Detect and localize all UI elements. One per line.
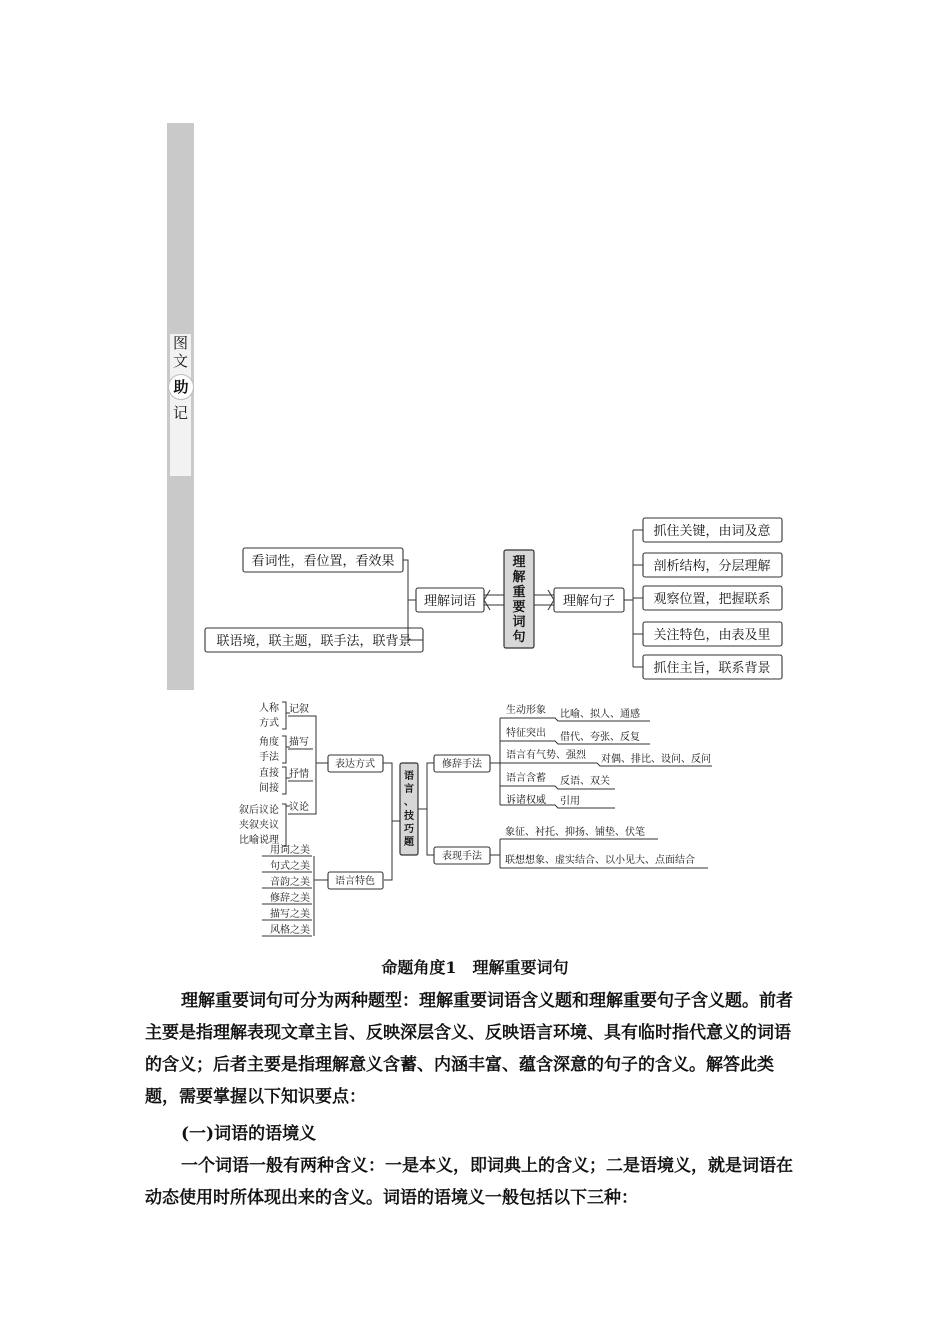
- sidebar-char-emblem: 助: [168, 374, 194, 400]
- rhetoric-effect: 语言含蓄: [506, 773, 546, 784]
- center-char: 题: [404, 837, 414, 848]
- center-char: 巧: [404, 824, 414, 835]
- right-leaf: 抓住主旨，联系背景: [653, 661, 771, 676]
- rhetoric-effect: 生动形象: [506, 705, 546, 716]
- feature-item: 修辞之美: [270, 893, 310, 904]
- center-char: 言: [404, 784, 414, 795]
- rhetoric-label: 修辞手法: [442, 759, 482, 770]
- center-char: 词: [512, 615, 526, 630]
- feature-item: 描写之美: [270, 909, 310, 920]
- left-leaf: 联语境，联主题，联手法，联背景: [216, 634, 412, 649]
- mindmap-language-technique: [0, 695, 950, 945]
- right-leaf: 抓住关键，由词及意: [653, 524, 771, 539]
- express-group-label: 描写: [289, 737, 309, 748]
- subheading: (一)词语的语境义: [181, 1124, 317, 1144]
- express-item: 角度: [259, 737, 279, 748]
- center-char: 句: [512, 630, 526, 645]
- express-item: 夹叙夹议: [239, 820, 279, 831]
- body-paragraph: 一个词语一般有两种含义：一是本义，即词典上的含义；二是语境义，就是词语在动态使用时所体现出来的含义。词语的语境义一般包括以下三种：: [145, 1156, 793, 1208]
- center-char: 技: [404, 811, 414, 822]
- center-char: 、: [404, 797, 414, 808]
- express-label: 表达方式: [335, 759, 375, 770]
- sidebar-char: 文: [172, 352, 188, 370]
- left-node: 理解词语: [423, 594, 477, 609]
- right-leaf: 观察位置，把握联系: [653, 592, 771, 607]
- rhetoric-effect: 诉诸权威: [506, 795, 546, 806]
- feature-item: 句式之美: [270, 861, 310, 872]
- feature-label: 语言特色: [335, 876, 375, 887]
- feature-item: 用词之美: [270, 845, 310, 856]
- express-item: 方式: [259, 718, 279, 729]
- center-char: 重: [512, 585, 526, 600]
- sidebar-char: 记: [172, 404, 188, 422]
- left-leaf: 看词性，看位置，看效果: [251, 554, 395, 569]
- express-group-label: 议论: [289, 802, 309, 813]
- express-item: 直接: [259, 768, 279, 779]
- express-group-label: 抒情: [289, 769, 309, 780]
- express-item: 手法: [259, 752, 279, 763]
- feature-item: 音韵之美: [270, 877, 310, 888]
- rhetoric-devices: 比喻、拟人、通感: [560, 709, 640, 720]
- rhetoric-devices: 对偶、排比、设问、反问: [601, 754, 711, 765]
- rhetoric-devices: 引用: [560, 796, 580, 807]
- rhetoric-effect: 特征突出: [506, 728, 546, 739]
- center-char: 语: [404, 771, 414, 782]
- center-char: 要: [512, 600, 526, 615]
- techniques-label: 表现手法: [442, 851, 482, 862]
- right-leaf: 剖析结构，分层理解: [653, 559, 771, 574]
- center-char: 理: [512, 555, 526, 570]
- section-title: 命题角度1 理解重要词句: [381, 958, 569, 977]
- center-char: 解: [512, 570, 526, 585]
- sidebar-char: 图: [172, 334, 188, 352]
- express-item: 人称: [259, 703, 279, 714]
- express-group-label: 记叙: [289, 704, 309, 715]
- rhetoric-devices: 反语、双关: [560, 776, 610, 787]
- express-item: 比喻说理: [239, 835, 279, 846]
- intro-paragraph: 理解重要词句可分为两种题型：理解重要词语含义题和理解重要句子含义题。前者主要是指理解表现文章主旨、反映深层含义、反映语言环境、具有临时指代意义的词语的含义；后者主要是指理解意义含蓄、内涵丰富、蕴含深意的句子的含义。解答此类题，需要掌握以下知识要点：: [145, 991, 793, 1107]
- right-node: 理解句子: [562, 594, 616, 609]
- feature-item: 风格之美: [270, 925, 310, 936]
- technique-row: 联想想象、虚实结合、以小见大、点面结合: [505, 855, 695, 866]
- express-item: 叙后议论: [239, 805, 279, 816]
- rhetoric-effect: 语言有气势、强烈: [506, 750, 586, 761]
- rhetoric-devices: 借代、夸张、反复: [560, 732, 640, 743]
- technique-row: 象征、衬托、抑扬、铺垫、伏笔: [505, 827, 645, 838]
- right-leaf: 关注特色，由表及里: [653, 628, 771, 643]
- express-item: 间接: [259, 783, 279, 794]
